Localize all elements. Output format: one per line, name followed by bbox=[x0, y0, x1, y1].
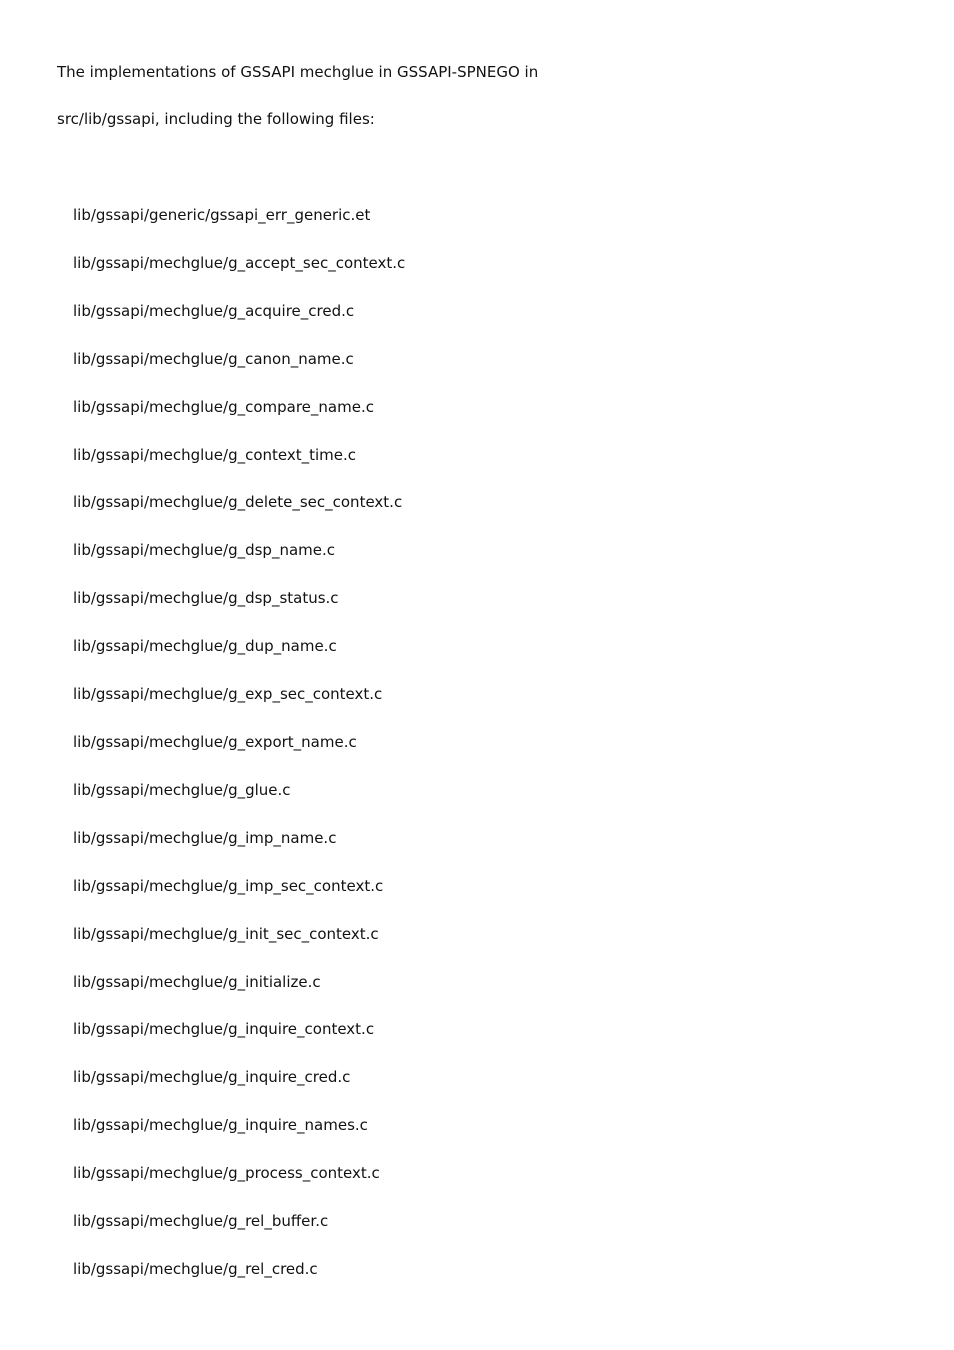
file-list-item: lib/gssapi/mechglue/g_context_time.c bbox=[73, 445, 357, 464]
file-list-item: lib/gssapi/mechglue/g_exp_sec_context.c bbox=[73, 685, 383, 704]
file-list-item: lib/gssapi/mechglue/g_acquire_cred.c bbox=[73, 301, 355, 320]
file-list-item: lib/gssapi/mechglue/g_export_name.c bbox=[73, 732, 357, 751]
file-list-item: lib/gssapi/mechglue/g_inquire_cred.c bbox=[73, 1068, 351, 1087]
file-list-item: lib/gssapi/mechglue/g_inquire_names.c bbox=[73, 1116, 368, 1135]
file-list-item: lib/gssapi/mechglue/g_dsp_status.c bbox=[73, 589, 339, 608]
file-list-item: lib/gssapi/mechglue/g_delete_sec_context.c bbox=[73, 493, 403, 512]
file-list-item: lib/gssapi/mechglue/g_canon_name.c bbox=[73, 349, 354, 368]
file-list-item: lib/gssapi/mechglue/g_compare_name.c bbox=[73, 397, 374, 416]
file-list-item: lib/gssapi/mechglue/g_dsp_name.c bbox=[73, 541, 336, 560]
file-list-item: lib/gssapi/mechglue/g_accept_sec_context.c bbox=[73, 253, 406, 272]
file-list-item: lib/gssapi/mechglue/g_rel_buffer.c bbox=[73, 1212, 329, 1231]
file-list-item: lib/gssapi/generic/gssapi_err_generic.et bbox=[73, 206, 371, 224]
file-list-item: lib/gssapi/mechglue/g_inquire_context.c bbox=[73, 1020, 375, 1039]
file-list-item: lib/gssapi/mechglue/g_dup_name.c bbox=[73, 637, 337, 656]
file-list-item: lib/gssapi/mechglue/g_process_context.c bbox=[73, 1164, 380, 1183]
file-list-item: lib/gssapi/mechglue/g_init_sec_context.c bbox=[73, 924, 379, 943]
file-list-item: lib/gssapi/mechglue/g_imp_sec_context.c bbox=[73, 876, 384, 895]
file-list bbox=[73, 205, 405, 1307]
file-list-item: lib/gssapi/mechglue/g_imp_name.c bbox=[73, 828, 337, 847]
file-list-item: lib/gssapi/mechglue/g_rel_cred.c bbox=[73, 1259, 318, 1278]
file-list-item: lib/gssapi/mechglue/g_glue.c bbox=[73, 780, 291, 799]
intro-text-line-1: The implementations of GSSAPI mechglue in GSSAPI-SPNEGO in bbox=[57, 63, 539, 81]
intro-text-line-2: src/lib/gssapi, including the following files: bbox=[57, 110, 375, 128]
file-list-item: lib/gssapi/mechglue/g_initialize.c bbox=[73, 972, 321, 991]
